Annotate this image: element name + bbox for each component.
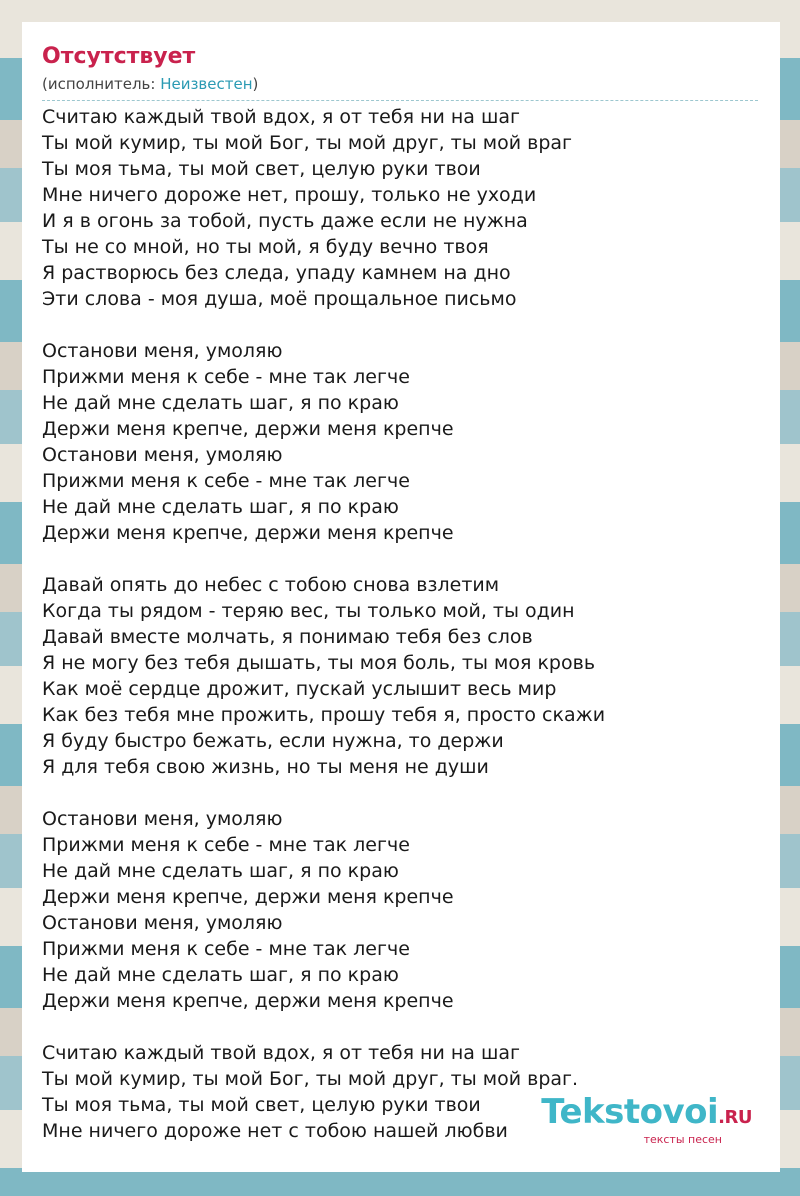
lyric-line: Прижми меня к себе - мне так легче bbox=[42, 470, 410, 492]
lyric-line: Как моё сердце дрожит, пускай услышит весь мир bbox=[42, 678, 557, 700]
lyric-line: Ты моя тьма, ты мой свет, целую руки твои bbox=[42, 1094, 481, 1116]
lyric-line: Мне ничего дороже нет, прошу, только не уходи bbox=[42, 184, 537, 206]
lyric-line: Как без тебя мне прожить, прошу тебя я, просто скажи bbox=[42, 704, 606, 726]
lyric-line: Не дай мне сделать шаг, я по краю bbox=[42, 860, 399, 882]
lyric-line: Держи меня крепче, держи меня крепче bbox=[42, 418, 454, 440]
lyric-line: Считаю каждый твой вдох, я от тебя ни на шаг bbox=[42, 1042, 520, 1064]
lyrics-stanza bbox=[42, 338, 758, 546]
lyrics-body bbox=[42, 104, 758, 1144]
lyric-line: Эти слова - моя душа, моё прощальное письмо bbox=[42, 288, 517, 310]
lyric-line: Останови меня, умоляю bbox=[42, 808, 283, 830]
lyric-line: Мне ничего дороже нет с тобою нашей любви bbox=[42, 1120, 508, 1142]
lyric-line: Считаю каждый твой вдох, я от тебя ни на шаг bbox=[42, 106, 520, 128]
logo-tld: .RU bbox=[718, 1107, 752, 1128]
lyric-line: Останови меня, умоляю bbox=[42, 340, 283, 362]
logo-wordmark bbox=[541, 1094, 752, 1136]
lyrics-stanza bbox=[42, 572, 758, 780]
artist-line bbox=[42, 74, 758, 94]
lyric-line: Я для тебя свою жизнь, но ты меня не души bbox=[42, 756, 489, 778]
lyric-line: Я буду быстро бежать, если нужна, то держи bbox=[42, 730, 504, 752]
lyric-line: Когда ты рядом - теряю вес, ты только мой, ты один bbox=[42, 600, 575, 622]
lyric-line: Останови меня, умоляю bbox=[42, 444, 283, 466]
song-title: Отсутствует bbox=[42, 44, 196, 69]
lyrics-stanza bbox=[42, 806, 758, 1014]
lyric-line: Не дай мне сделать шаг, я по краю bbox=[42, 392, 399, 414]
artist-suffix: ) bbox=[252, 75, 259, 93]
lyric-line: Я растворюсь без следа, упаду камнем на дно bbox=[42, 262, 511, 284]
lyric-line: Давай опять до небес с тобою снова взлетим bbox=[42, 574, 500, 596]
lyric-line: Держи меня крепче, держи меня крепче bbox=[42, 990, 454, 1012]
lyrics-card bbox=[22, 22, 780, 1172]
lyric-line: Держи меня крепче, держи меня крепче bbox=[42, 522, 454, 544]
lyrics-stanza bbox=[42, 104, 758, 312]
site-logo[interactable] bbox=[541, 1094, 752, 1146]
lyric-line: И я в огонь за тобой, пусть даже если не нужна bbox=[42, 210, 528, 232]
logo-name: Tekstovoi bbox=[541, 1092, 719, 1132]
lyric-line: Не дай мне сделать шаг, я по краю bbox=[42, 496, 399, 518]
artist-prefix: (исполнитель: bbox=[42, 75, 161, 93]
artist-link[interactable]: Неизвестен bbox=[160, 75, 253, 93]
lyric-line: Прижми меня к себе - мне так легче bbox=[42, 366, 410, 388]
lyric-line: Ты не со мной, но ты мой, я буду вечно твоя bbox=[42, 236, 489, 258]
lyric-line: Прижми меня к себе - мне так легче bbox=[42, 938, 410, 960]
logo-tagline: тексты песен bbox=[643, 1133, 722, 1146]
lyric-line: Не дай мне сделать шаг, я по краю bbox=[42, 964, 399, 986]
lyric-line: Давай вместе молчать, я понимаю тебя без слов bbox=[42, 626, 533, 648]
lyric-line: Останови меня, умоляю bbox=[42, 912, 283, 934]
lyric-line: Прижми меня к себе - мне так легче bbox=[42, 834, 410, 856]
lyric-line: Ты мой кумир, ты мой Бог, ты мой друг, ты мой враг. bbox=[42, 1068, 579, 1090]
lyric-line: Ты мой кумир, ты мой Бог, ты мой друг, ты мой враг bbox=[42, 132, 573, 154]
song-header bbox=[42, 44, 758, 101]
lyric-line: Держи меня крепче, держи меня крепче bbox=[42, 886, 454, 908]
lyric-line: Я не могу без тебя дышать, ты моя боль, ты моя кровь bbox=[42, 652, 596, 674]
lyric-line: Ты моя тьма, ты мой свет, целую руки твои bbox=[42, 158, 481, 180]
